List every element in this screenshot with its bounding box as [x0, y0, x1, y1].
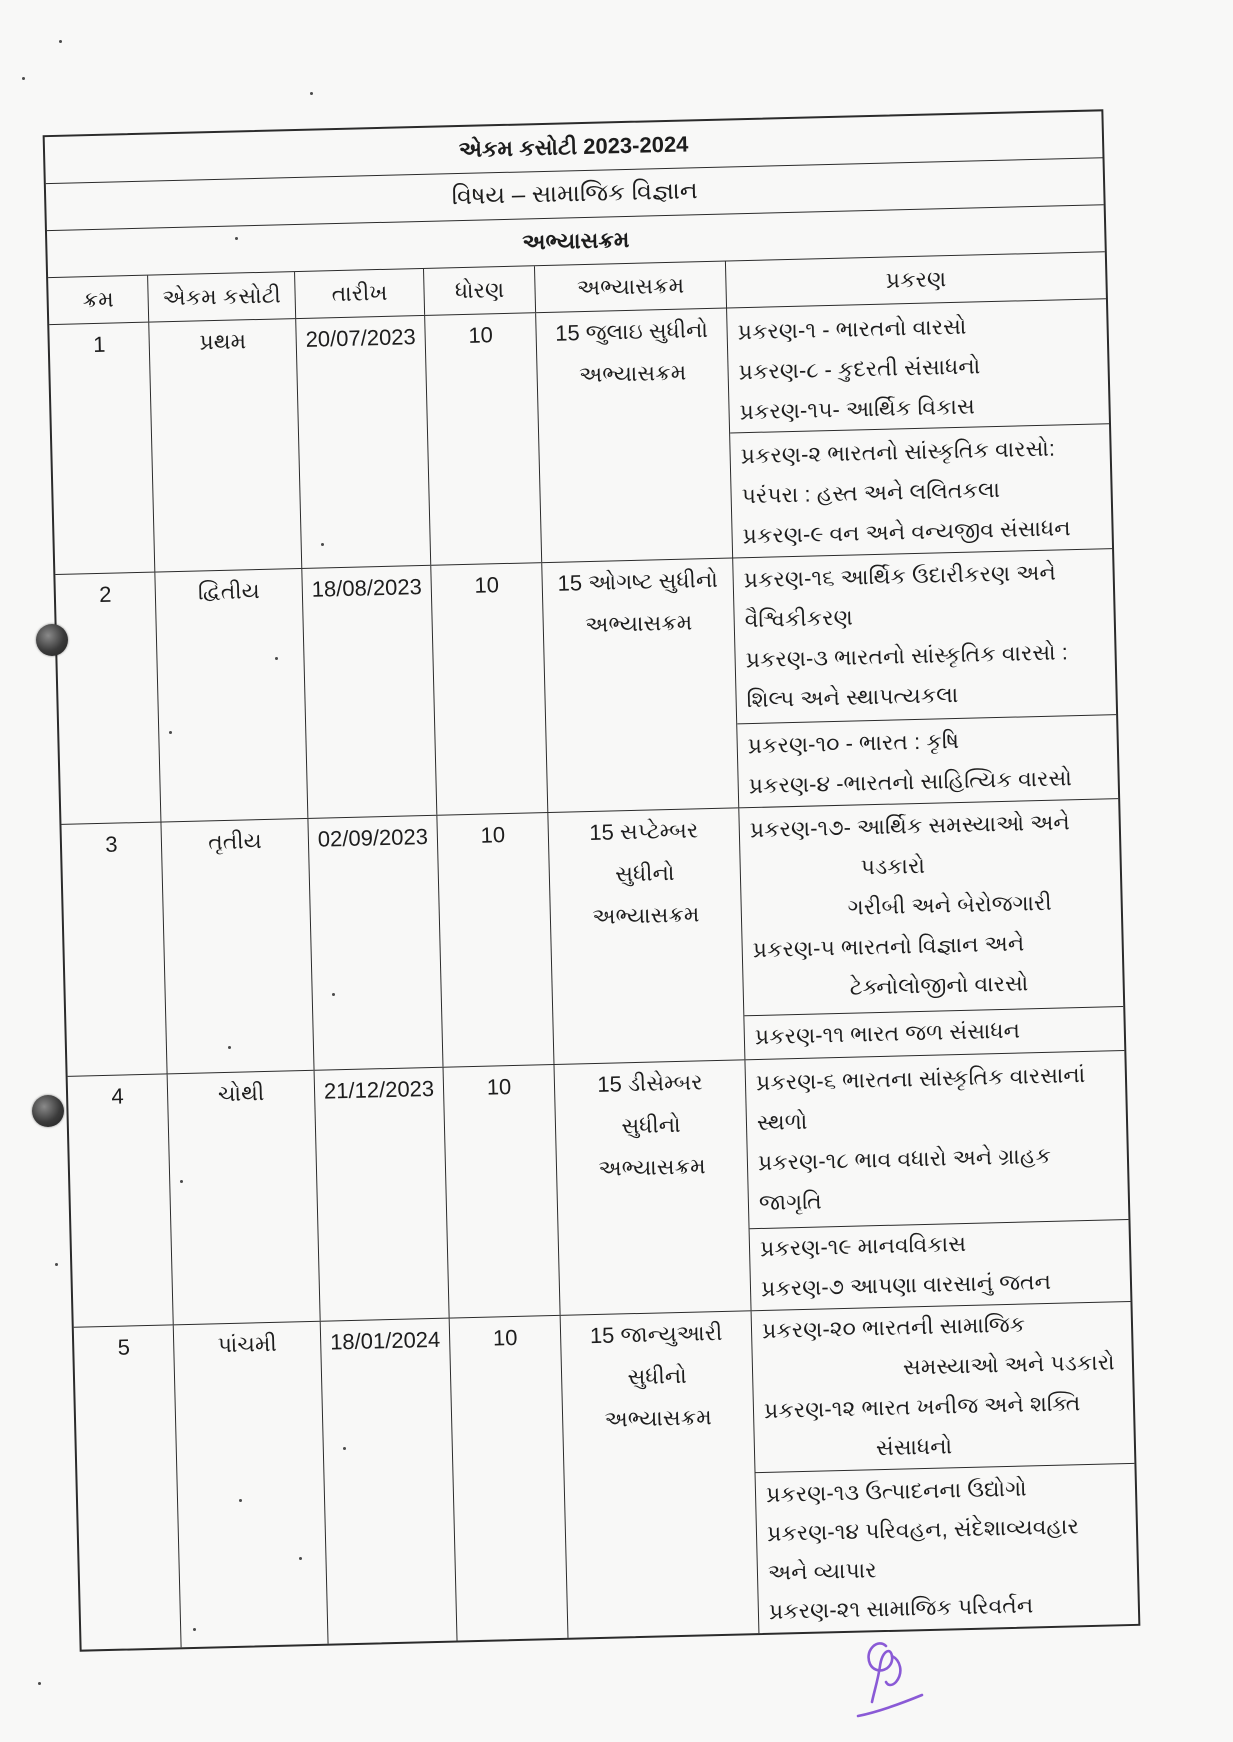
syllabus-cell [536, 309, 733, 563]
scan-speck [38, 1682, 41, 1685]
chapter-line: પરંપરા : હસ્ત અને લલિતકલા [741, 476, 1001, 509]
date-cell [315, 1068, 450, 1321]
test-date: 18/01/2024 [329, 1326, 441, 1355]
syllabus-cell [542, 558, 739, 812]
chapter-group [737, 715, 1118, 807]
standard-cell [450, 1316, 569, 1641]
chapter-group [756, 1464, 1139, 1633]
table-row [61, 799, 1124, 1077]
scan-speck [239, 1499, 242, 1502]
chapter-line: પ્રકરણ-૧૩ ઉત્પાદનના ઉદ્યોગો [765, 1475, 1027, 1507]
chapter-line: પ્રકરણ-૨ ભારતનો સાંસ્કૃતિક વારસો: [740, 435, 1056, 469]
chapter-line: પ્રકરણ-૧૯ માનવવિકાસ [759, 1230, 967, 1261]
syllabus-line: 15 ડીસેમ્બર [597, 1069, 703, 1097]
syllabus-line: અભ્યાસક્રમ [578, 359, 687, 388]
chapters-cell [745, 1051, 1130, 1310]
syllabus-table [43, 109, 1141, 1651]
test-name: તૃતીય [207, 828, 262, 855]
header-test: એકમ કસોટી [148, 272, 296, 322]
date-cell [302, 566, 437, 818]
chapters-cell [727, 299, 1112, 557]
header-chapters: પ્રકરણ [885, 266, 947, 293]
chapter-group [727, 299, 1109, 433]
test-name: ચોથી [217, 1080, 265, 1107]
syllabus-line: 15 સપ્ટેમ્બર [589, 817, 699, 846]
serial-number: 3 [105, 831, 118, 857]
chapter-group [733, 549, 1116, 724]
syllabus-cell [548, 808, 745, 1064]
chapter-line: પ્રકરણ-૨૧ સામાજિક પરિવર્તન [768, 1592, 1034, 1624]
test-name: પાંચમી [217, 1330, 278, 1358]
syllabus-line: અભ્યાસક્રમ [604, 1404, 713, 1432]
chapter-line: પ્રકરણ-૧ - ભારતનો વારસો [737, 313, 967, 345]
scan-speck [321, 543, 324, 546]
scan-speck [180, 1180, 183, 1183]
chapter-line: પ્રકરણ-૮ - કુદરતી સંસાધનો [738, 353, 981, 385]
signature [848, 1632, 928, 1724]
chapter-line: જાગૃતિ [758, 1188, 823, 1216]
date-cell [308, 816, 443, 1070]
syllabus-line: 15 જુલાઇ સુધીનો [554, 316, 709, 346]
chapter-line: પ્રકરણ-૭ આપણા વારસાનું જતન [760, 1268, 1052, 1301]
chapter-line: પ્રકરણ-૧૪ પરિવહન, સંદેશાવ્યવહાર [766, 1513, 1080, 1546]
chapter-line: પ્રકરણ-૧૫- આર્થિક વિકાસ [739, 393, 976, 425]
scan-speck [275, 657, 278, 660]
syllabus-line: 15 જાન્યુઆરી [589, 1319, 723, 1349]
syllabus-line: અભ્યાસક્રમ [598, 1153, 706, 1181]
syllabus-line: અભ્યાસક્રમ [592, 901, 700, 929]
table-row [74, 1302, 1139, 1650]
chapter-line: પ્રકરણ-૧૬ આર્થિક ઉદારીકરણ અને [743, 559, 1057, 593]
standard: 10 [486, 1074, 512, 1100]
serial-cell [55, 573, 161, 824]
chapter-line: સંસાધનો [875, 1433, 953, 1461]
section-heading: અભ્યાસક્રમ [522, 226, 630, 255]
test-cell [174, 1322, 329, 1647]
chapter-group [750, 1220, 1131, 1310]
table-row [49, 299, 1112, 575]
chapter-line: પ્રકરણ-૨૦ ભારતની સામાજિક [761, 1311, 1026, 1343]
chapter-line: અને વ્યાપાર [767, 1557, 877, 1585]
test-cell [155, 569, 308, 822]
standard-cell [437, 813, 554, 1067]
standard-cell [444, 1065, 561, 1318]
chapter-group [730, 424, 1112, 557]
syllabus-cell [554, 1060, 751, 1315]
standard-cell [431, 563, 548, 815]
chapter-line: ગરીબી અને બેરોજગારી [847, 889, 1052, 920]
header-date: તારીખ [295, 269, 425, 318]
syllabus-line: સુધીનો [614, 859, 675, 887]
syllabus-line: અભ્યાસક્રમ [584, 609, 693, 638]
punch-hole [32, 1095, 64, 1127]
header-serial: ક્રમ [48, 276, 149, 324]
chapter-line: ટેક્નોલોજીનો વારસો [849, 970, 1029, 1000]
date-cell [321, 1319, 458, 1644]
chapters-cell [733, 549, 1118, 807]
chapter-line: પ્રકરણ-૫ ભારતનો વિજ્ઞાન અને [752, 930, 1025, 963]
chapter-group [752, 1302, 1135, 1473]
chapters-cell [752, 1302, 1139, 1633]
chapter-line: પ્રકરણ-૧૮ ભાવ વધારો અને ગ્રાહક [757, 1142, 1052, 1176]
chapters-cell [739, 799, 1124, 1059]
scan-speck [169, 731, 172, 734]
standard: 10 [474, 572, 500, 598]
scan-speck [55, 1263, 58, 1266]
syllabus-cell [561, 1311, 760, 1638]
test-cell [149, 319, 302, 572]
header-syllabus: અભ્યાસક્રમ [535, 262, 727, 313]
chapter-line: સમસ્યાઓ અને પડકારો [902, 1349, 1115, 1380]
test-name: દ્વિતીય [197, 578, 260, 605]
scan-speck [193, 1628, 196, 1631]
standard-cell [425, 313, 542, 565]
chapter-line: પ્રકરણ-૯ વન અને વન્યજીવ સંસાધન [742, 515, 1071, 549]
scan-speck [343, 1447, 346, 1450]
scan-speck [22, 77, 25, 80]
scan-speck [59, 40, 62, 43]
chapter-line: પ્રકરણ-૬ ભારતના સાંસ્કૃતિક વારસાનાં [755, 1062, 1086, 1096]
subject-heading: વિષય – સામાજિક વિજ્ઞાન [451, 177, 699, 211]
serial-number: 4 [111, 1083, 125, 1109]
chapter-line: પ્રકરણ-૧૭- આર્થિક સમસ્યાઓ અને [749, 809, 1071, 843]
serial-number: 1 [92, 331, 106, 358]
test-date: 20/07/2023 [305, 324, 417, 352]
chapter-line: પ્રકરણ-૩ ભારતનો સાંસ્કૃતિક વારસો : [745, 639, 1069, 673]
serial-cell [68, 1074, 174, 1326]
chapter-group [745, 1051, 1128, 1229]
syllabus-line: સુધીનો [627, 1362, 688, 1390]
chapter-line: પ્રકરણ-૧૦ - ભારત : કૃષિ [747, 727, 960, 759]
standard: 10 [480, 822, 506, 848]
date-cell [296, 316, 431, 568]
table-row [68, 1051, 1131, 1328]
scan-speck [332, 993, 335, 996]
scan-speck [235, 237, 238, 240]
chapter-line: પડકારો [860, 852, 926, 880]
serial-cell [49, 323, 155, 574]
test-date: 02/09/2023 [317, 823, 429, 852]
test-name: પ્રથમ [199, 328, 247, 355]
table-row [55, 549, 1118, 825]
scan-speck [228, 1046, 231, 1049]
serial-cell [61, 822, 167, 1075]
standard: 10 [492, 1324, 518, 1351]
chapter-group [739, 799, 1123, 1016]
serial-number: 5 [117, 1334, 131, 1360]
document-title: એકમ કસોટી 2023-2024 [458, 131, 689, 163]
chapter-line: પ્રકરણ-૧૨ ભારત ખનીજ અને શક્તિ [763, 1390, 1081, 1423]
chapter-line: પ્રકરણ-૪ -ભારતનો સાહિત્યિક વારસો [748, 765, 1073, 799]
syllabus-line: સુધીનો [621, 1111, 681, 1139]
test-date: 21/12/2023 [323, 1075, 435, 1104]
test-date: 18/08/2023 [311, 574, 423, 602]
syllabus-line: 15 ઓગષ્ટ સુધીનો [557, 566, 719, 596]
scan-speck [299, 1557, 302, 1560]
test-cell [168, 1071, 321, 1325]
standard: 10 [468, 322, 494, 348]
chapter-line: શિલ્પ અને સ્થાપત્યકલા [746, 681, 959, 713]
test-cell [161, 819, 314, 1074]
serial-cell [74, 1325, 182, 1649]
punch-hole [36, 624, 68, 656]
serial-number: 2 [98, 581, 112, 607]
chapter-line: વૈશ્વિકીકરણ [744, 604, 853, 633]
chapter-line: સ્થળો [756, 1108, 808, 1136]
chapter-line: પ્રકરણ-૧૧ ભારત જળ સંસાધન [754, 1017, 1021, 1050]
header-standard: ધોરણ [424, 266, 536, 315]
scan-speck [310, 92, 313, 95]
